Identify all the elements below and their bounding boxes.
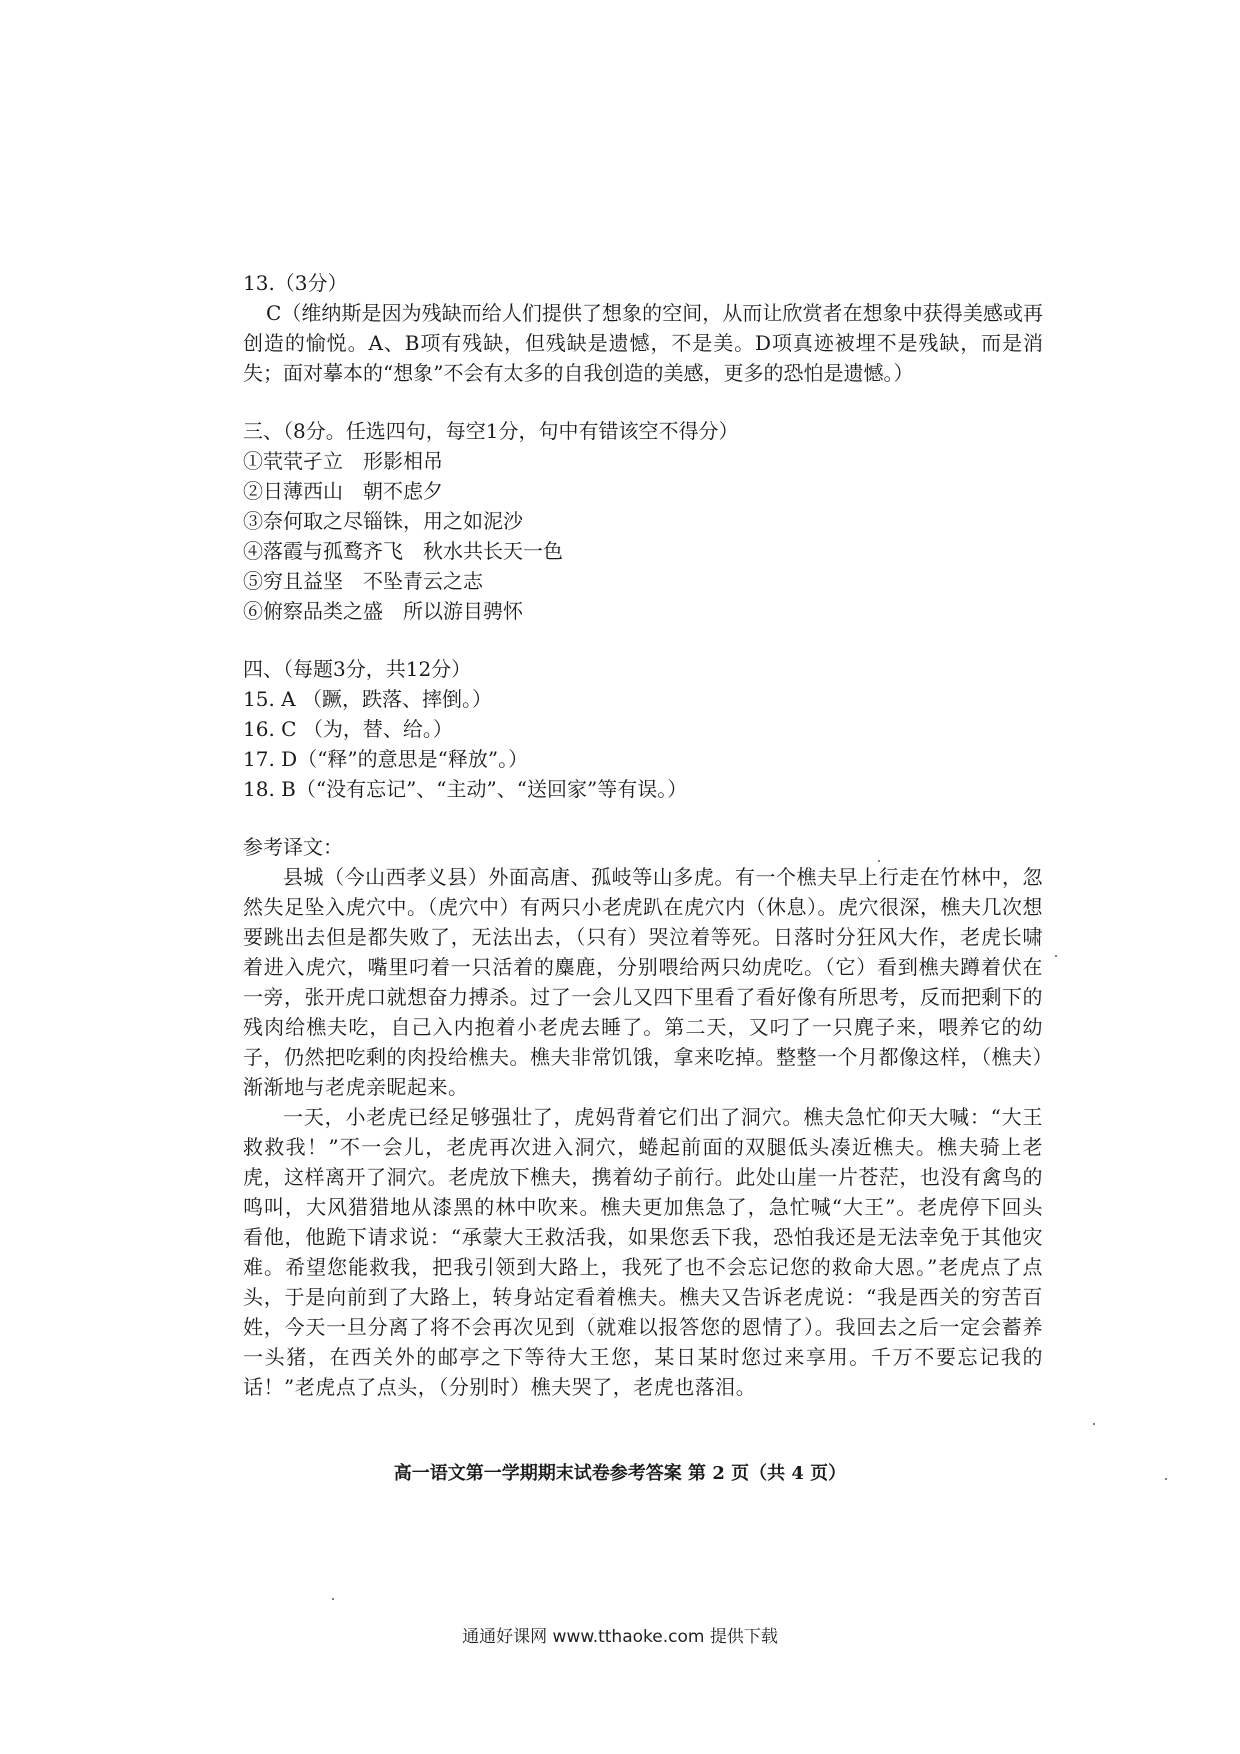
- section4-item: 15. A （蹶，跌落、摔倒。）: [243, 687, 492, 711]
- translation-block: [243, 832, 1043, 1402]
- section4-item: 16. C （为，替、给。）: [243, 717, 453, 741]
- section3-heading: 三、（8分。任选四句，每空1分，句中有错该空不得分）: [243, 419, 739, 443]
- q13-block: [243, 268, 1043, 388]
- section3-item: ③奈何取之尽锱铢，用之如泥沙: [243, 509, 523, 533]
- section3-item: ②日薄西山 朝不虑夕: [243, 479, 443, 503]
- section3-item: ①茕茕孑立 形影相吊: [243, 449, 443, 473]
- translation-paragraph: 一天，小老虎已经足够强壮了，虎妈背着它们出了洞穴。樵夫急忙仰天大喊：“大王救救我！”不一会儿，老虎再次进入洞穴，蜷起前面的双腿低头凑近樵夫。樵夫骑上老虎，这样离开了洞穴。老虎放下樵夫，携着幼子前行。此处山崖一片苍茫，也没有禽鸟的鸣叫，大风猎猎地从漆黑的林中吹来。樵夫更加焦急了，急忙喊“大王”。老虎停下回头看他，他跪下请求说：“承蒙大王救活我，如果您丢下我，恐怕我还是无法幸免于其他灾难。希望您能救我，把我引领到大路上，我死了也不会忘记您的救命大恩。”老虎点了点头，于是向前到了大路上，转身站定看着樵夫。樵夫又告诉老虎说：“我是西关的穷苦百姓，今天一旦分离了将不会再次见到（就难以报答您的恩情了）。我回去之后一定会蓄养一头猪，在西关外的邮亭之下等待大王您，某日某时您过来享用。千万不要忘记我的话！”老虎点了点头，（分别时）樵夫哭了，老虎也落泪。: [243, 1105, 1043, 1399]
- q13-answer: C（维纳斯是因为残缺而给人们提供了想象的空间，从而让欣赏者在想象中获得美感或再创造的愉悦。A、B项有残缺，但残缺是遗憾，不是美。D项真迹被埋不是残缺，而是消失；面对摹本的“想象”不会有太多的自我创造的美感，更多的恐怕是遗憾。）: [243, 301, 1043, 385]
- section4-heading: 四、（每题3分，共12分）: [243, 657, 472, 681]
- section3-block: [243, 416, 1043, 626]
- scan-speck: [878, 860, 880, 862]
- scan-speck: [1165, 1478, 1167, 1480]
- translation-heading: 参考译文：: [243, 835, 343, 859]
- q13-heading: 13.（3分）: [243, 271, 348, 295]
- section4-block: [243, 654, 1043, 804]
- answer-content: [243, 268, 1043, 1402]
- page-footer: 高一语文第一学期期末试卷参考答案 第 2 页（共 4 页）: [393, 1463, 847, 1484]
- scan-speck: [332, 1598, 334, 1600]
- section3-item: ⑥俯察品类之盛 所以游目骋怀: [243, 599, 523, 623]
- download-watermark: 通通好课网 www.tthaoke.com 提供下载: [462, 1627, 778, 1647]
- section4-item: 17. D（“释”的意思是“释放”。）: [243, 747, 529, 771]
- section4-item: 18. B（“没有忘记”、“主动”、“送回家”等有误。）: [243, 777, 688, 801]
- scan-speck: [1055, 955, 1057, 957]
- section3-item: ⑤穷且益坚 不坠青云之志: [243, 569, 483, 593]
- section3-item: ④落霞与孤鹜齐飞 秋水共长天一色: [243, 539, 563, 563]
- scan-speck: [1093, 1423, 1095, 1425]
- translation-paragraph: 县城（今山西孝义县）外面高唐、孤岐等山多虎。有一个樵夫早上行走在竹林中，忽然失足坠入虎穴中。（虎穴中）有两只小老虎趴在虎穴内（休息）。虎穴很深，樵夫几次想要跳出去但是都失败了，无法出去，（只有）哭泣着等死。日落时分狂风大作，老虎长啸着进入虎穴，嘴里叼着一只活着的麋鹿，分别喂给两只幼虎吃。（它）看到樵夫蹲着伏在一旁，张开虎口就想奋力搏杀。过了一会儿又四下里看了看好像有所思考，反而把剩下的残肉给樵夫吃，自己入内抱着小老虎去睡了。第二天，又叼了一只麂子来，喂养它的幼子，仍然把吃剩的肉投给樵夫。樵夫非常饥饿，拿来吃掉。整整一个月都像这样，（樵夫）渐渐地与老虎亲昵起来。: [243, 865, 1043, 1099]
